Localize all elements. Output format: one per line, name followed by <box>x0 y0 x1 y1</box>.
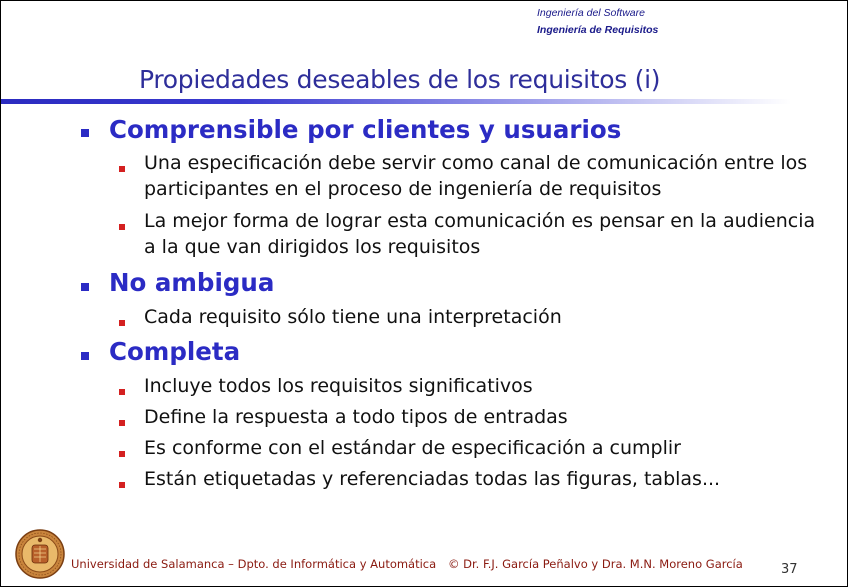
bullet-l1 <box>81 129 89 137</box>
page-number: 37 <box>781 562 798 577</box>
bullet-l2 <box>119 389 125 395</box>
list-item-line: Incluye todos los requisitos significativos <box>144 375 533 397</box>
bullet-l1 <box>81 283 89 291</box>
list-item-line: Cada requisito sólo tiene una interpretación <box>144 306 562 328</box>
footer-university: Universidad de Salamanca – Dpto. de Informática y Automática <box>71 557 437 571</box>
list-item-line: Define la respuesta a todo tipos de entradas <box>144 406 568 428</box>
section-heading: No ambigua <box>109 268 275 297</box>
section-heading: Comprensible por clientes y usuarios <box>109 115 622 144</box>
header-topic: Ingeniería de Requisitos <box>537 24 659 36</box>
bullet-l2 <box>119 166 125 172</box>
university-seal-icon <box>15 529 65 579</box>
list-item-line: Una especificación debe servir como canal de comunicación entre los <box>144 152 808 174</box>
slide-title: Propiedades deseables de los requisitos (i) <box>139 65 661 94</box>
list-item-line: Es conforme con el estándar de especificación a cumplir <box>144 437 681 459</box>
title-underline <box>1 99 791 104</box>
footer-authors: © Dr. F.J. García Peñalvo y Dra. M.N. Moreno García <box>448 557 743 571</box>
section-heading: Completa <box>109 337 241 366</box>
header <box>537 5 658 39</box>
bullet-l2 <box>119 482 125 488</box>
bullet-l2 <box>119 320 125 326</box>
bullet-l2 <box>119 451 125 457</box>
bullet-l2 <box>119 224 125 230</box>
header-subject: Ingeniería del Software <box>537 7 645 19</box>
list-item-line: La mejor forma de lograr esta comunicación es pensar en la audiencia <box>144 210 816 232</box>
list-item-line: participantes en el proceso de ingeniería de requisitos <box>144 178 662 200</box>
list-item-line: Están etiquetadas y referenciadas todas las figuras, tablas... <box>144 468 721 490</box>
bullet-l1 <box>81 352 89 360</box>
list-item-line: a la que van dirigidos los requisitos <box>144 236 481 258</box>
bullet-l2 <box>119 420 125 426</box>
